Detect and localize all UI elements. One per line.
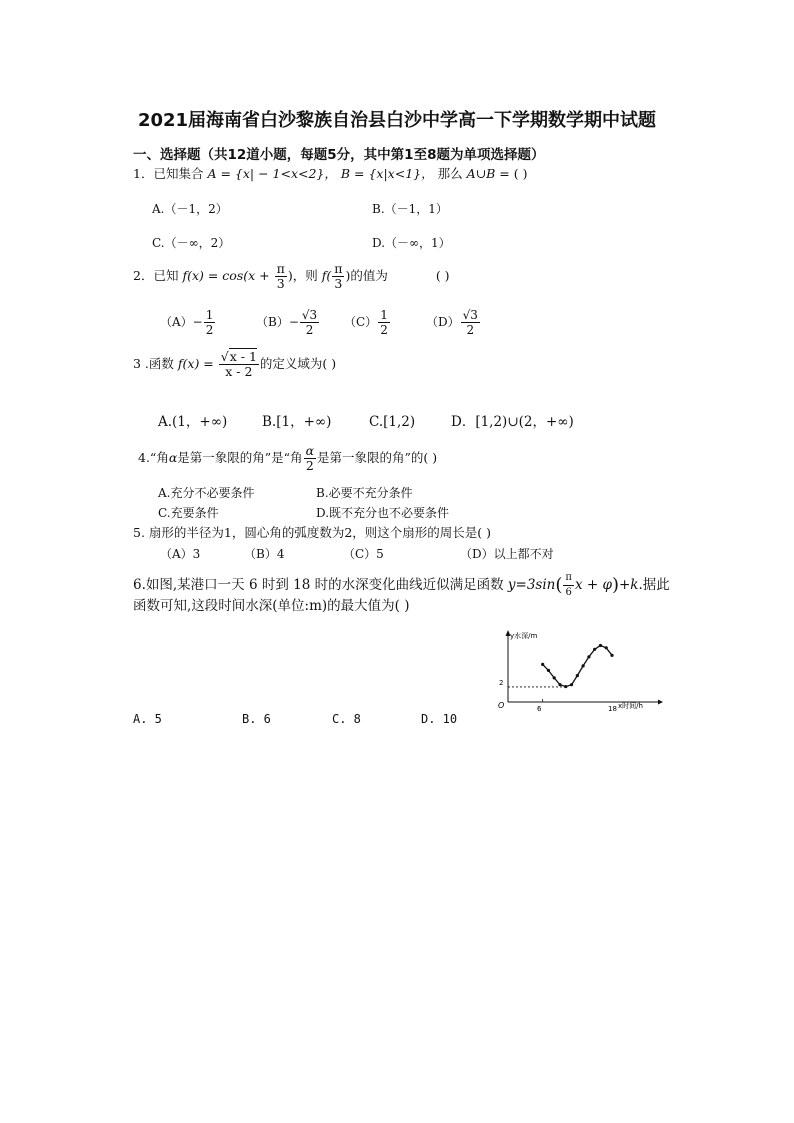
q6-option-d[interactable]: D. 10 [421, 712, 458, 726]
x-tick-18: 18 [608, 705, 617, 712]
q6-paren-close-icon: ) [611, 574, 619, 596]
data-point [610, 654, 613, 657]
q1-option-b[interactable]: B.（－1，1） [372, 202, 448, 216]
data-point [587, 655, 590, 658]
q1-option-d[interactable]: D.（－∞，1） [372, 236, 451, 250]
q6-formula-b: x + φ [574, 577, 612, 593]
q6-line1: 6.如图,某港口一天 6 时到 18 时的水深变化曲线近似满足函数 [133, 577, 504, 593]
q2-d-num: √3 [462, 308, 478, 322]
q6-option-b[interactable]: B. 6 [242, 712, 271, 726]
q2-f: f( [321, 268, 332, 283]
y-axis-label: y水深/m [510, 632, 538, 640]
q4-option-c[interactable]: C.充要条件 [158, 506, 219, 520]
q3-function: f(x) = [177, 356, 214, 371]
q1-text-b: 那么 [437, 166, 463, 181]
q5-option-c[interactable]: （C）5 [343, 547, 384, 561]
q2-b-num: √3 [301, 308, 318, 322]
q2-frac-num: π [276, 261, 285, 276]
q4-option-b[interactable]: B.必要不充分条件 [316, 486, 413, 500]
q3-option-a[interactable]: A.(1，+∞) [158, 414, 228, 430]
q3-option-d[interactable]: D．[1,2)∪(2，+∞) [451, 414, 574, 430]
depth-curve [543, 646, 612, 687]
q5-option-a[interactable]: （A）3 [160, 547, 201, 561]
q2-a-frac [204, 308, 216, 337]
q2-suffix: )的值为 [345, 268, 388, 283]
water-depth-chart [494, 628, 664, 712]
q2-frac-den: 3 [276, 276, 285, 291]
x-axis-arrow-icon [658, 700, 663, 705]
q1-set-b: B = {x|x<1}， [340, 166, 434, 181]
question-2 [133, 262, 450, 291]
q2-c-num: 1 [380, 308, 388, 322]
q3-option-b[interactable]: B.[1，+∞) [262, 414, 332, 430]
data-point [547, 669, 550, 672]
q2-d-den: 2 [466, 323, 475, 337]
q1-text: 1．已知集合 [133, 166, 204, 181]
q2-blank: ( ) [435, 268, 450, 283]
q2-arg-frac [332, 262, 344, 291]
q4-frac [304, 444, 316, 473]
q2-option-a[interactable] [160, 308, 216, 337]
q1-option-a[interactable]: A.（－1，2） [152, 202, 228, 216]
q6-frac-den: 6 [565, 587, 572, 598]
q2-arg-den: 3 [334, 276, 343, 291]
q2-pi-over-3 [275, 262, 287, 291]
q1-union: A∪B = [466, 166, 510, 181]
q4-frac-den: 2 [305, 458, 314, 473]
question-6-line-1 [133, 571, 670, 600]
x-tick-6: 6 [537, 705, 542, 712]
q2-prefix: 2．已知 [133, 268, 179, 283]
q2-d-label: （D） [426, 315, 460, 329]
data-point [541, 663, 544, 666]
data-point [599, 644, 602, 647]
page-title: 2021届海南省白沙黎族自治县白沙中学高一下学期数学期中试题 [137, 110, 657, 131]
q3-frac-den: x - 2 [225, 364, 253, 379]
q2-then: ，则 [292, 268, 318, 283]
q6-formula-c: +k [618, 577, 639, 593]
q2-arg-num: π [334, 261, 343, 276]
data-point [593, 648, 596, 651]
q4-alpha: α [168, 450, 178, 465]
q6-option-a[interactable]: A. 5 [133, 712, 162, 726]
q2-c-label: （C） [344, 315, 378, 329]
data-point [605, 646, 608, 649]
data-point [582, 664, 585, 667]
q1-set-a: A = {x| − 1<x<2}， [207, 166, 337, 181]
q1-option-c[interactable]: C.（－∞，2） [152, 236, 231, 250]
q6-formula-a: y=3sin [507, 577, 556, 593]
q2-function: f(x) = cos(x + [182, 268, 270, 283]
q2-c-den: 2 [380, 323, 388, 337]
q2-option-d[interactable] [426, 308, 481, 337]
data-point [553, 676, 556, 679]
q3-sqrt-arg: x - 1 [229, 349, 257, 364]
q6-line-2: 函数可知,这段时间水深(单位:m)的最大值为( ) [133, 598, 410, 614]
x-axis-label: x时间/h [618, 702, 643, 710]
q6-frac [563, 571, 574, 600]
q5-option-b[interactable]: （B）4 [244, 547, 285, 561]
q2-option-b[interactable] [256, 308, 320, 337]
q2-close: ) [287, 268, 293, 283]
question-3 [133, 350, 336, 379]
q4-suffix: 是第一象限的角”的( ) [317, 450, 438, 465]
q3-frac-num: √x - 1 [220, 349, 257, 364]
data-point [564, 685, 567, 688]
data-point [576, 674, 579, 677]
q6-frac-num: π [563, 571, 574, 586]
data-point [558, 683, 561, 686]
q3-option-c[interactable]: C.[1,2) [369, 414, 416, 430]
q6-line1-end: .据此 [638, 577, 670, 593]
q2-b-den: 2 [305, 323, 314, 337]
question-5: 5. 扇形的半径为1，圆心角的弧度数为2，则这个扇形的周长是( ) [133, 525, 492, 540]
question-4 [138, 444, 437, 473]
q2-b-frac [300, 308, 319, 337]
q3-frac [219, 350, 259, 379]
q6-paren-open-icon: ( [555, 574, 563, 596]
q4-option-a[interactable]: A.充分不必要条件 [158, 486, 255, 500]
q6-option-c[interactable]: C. 8 [332, 712, 361, 726]
q2-a-num: 1 [205, 308, 214, 322]
q2-b-sign: − [288, 315, 299, 329]
question-1 [133, 166, 527, 182]
q2-a-sign: − [192, 315, 203, 329]
q4-option-d[interactable]: D.既不充分也不必要条件 [316, 506, 450, 520]
q2-a-den: 2 [205, 323, 214, 337]
q4-mid: 是第一象限的角”是“角 [177, 450, 303, 465]
q3-suffix: 的定义域为( ) [259, 356, 337, 371]
origin-label: O [498, 701, 505, 710]
section-heading: 一、选择题（共12道小题，每题5分，其中第1至8题为单项选择题） [133, 147, 545, 163]
q2-d-frac [461, 308, 480, 337]
q2-b-label: （B） [256, 315, 289, 329]
q5-option-d[interactable]: （D）以上都不对 [460, 547, 554, 561]
q3-prefix: 3 .函数 [133, 356, 174, 371]
q4-prefix: 4.“角 [138, 450, 169, 465]
data-point [570, 683, 573, 686]
q4-frac-num: α [305, 443, 315, 458]
q1-blank: ( ) [513, 166, 528, 181]
q2-c-frac [378, 308, 390, 337]
q2-a-label: （A） [160, 315, 193, 329]
y-tick-2: 2 [499, 679, 504, 687]
q2-option-c[interactable] [344, 308, 391, 337]
data-points [541, 644, 614, 688]
